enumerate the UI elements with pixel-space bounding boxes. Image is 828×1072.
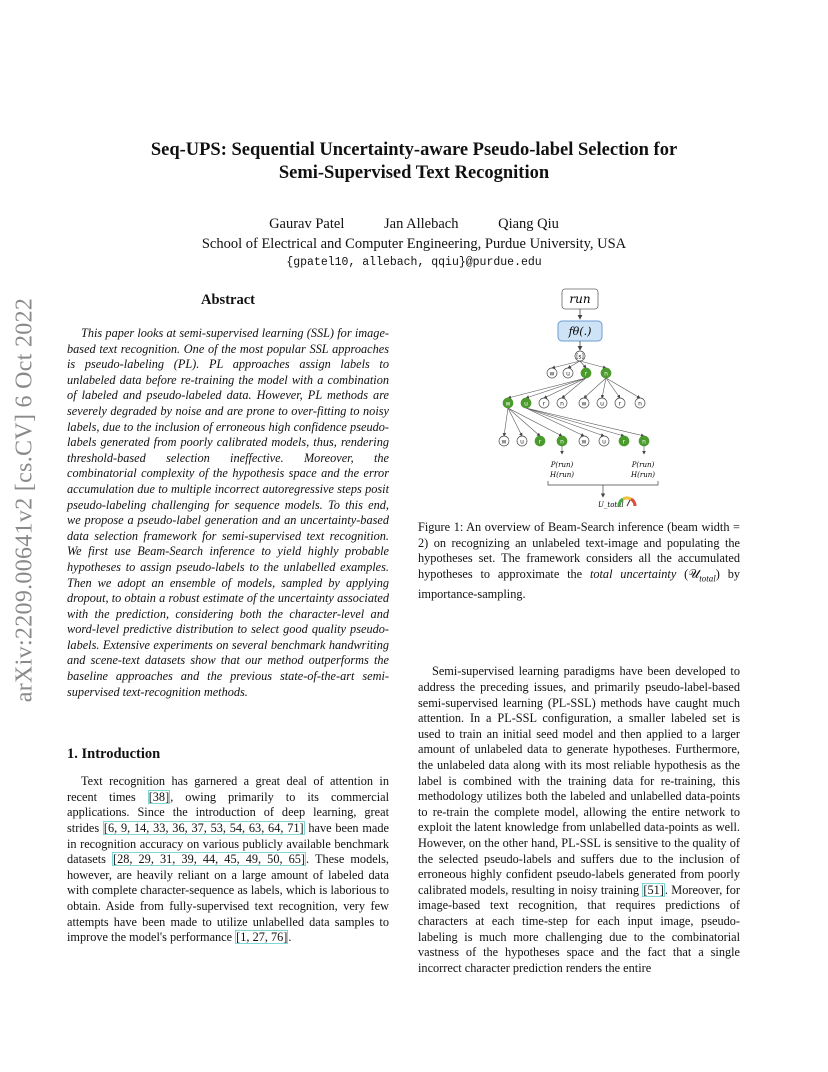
- introduction-heading: 1. Introduction: [67, 746, 161, 763]
- author-block: [60, 214, 768, 272]
- abstract-heading: Abstract: [201, 292, 255, 308]
- tree-node-label: u: [520, 438, 524, 446]
- tree-node-label: [s]: [576, 353, 584, 361]
- text-run: , owing primarily to its commercial applications. Since the introduction of deep learning, great strides: [67, 789, 389, 836]
- tree-node-label: r: [618, 400, 622, 408]
- tree-node-label: w: [581, 400, 587, 408]
- tree-node-label: w: [505, 400, 511, 408]
- tree-edge: [606, 378, 620, 398]
- text-run: total: [699, 573, 716, 584]
- beam-search-svg: [490, 287, 670, 512]
- tree-edge: [504, 408, 508, 436]
- uncertainty-label-right: H(run): [631, 471, 655, 479]
- tree-node-label: u: [600, 400, 604, 408]
- text-run: .: [288, 930, 292, 945]
- introduction-paragraph: [67, 774, 389, 946]
- model-label: fθ(.): [568, 325, 592, 338]
- citation-link[interactable]: [1, 27, 76]: [236, 930, 288, 945]
- tree-node-label: n: [638, 400, 642, 408]
- author-name: Qiang Qiu: [498, 216, 559, 232]
- tree-node-label: r: [538, 438, 542, 446]
- tree-node-label: n: [560, 438, 564, 446]
- title-line-1: Seq-UPS: Sequential Uncertainty-aware Pseudo-label Selection for: [150, 140, 678, 160]
- tree-edge: [580, 361, 606, 368]
- paper-title: [60, 139, 768, 185]
- author-name: Gaurav Patel: [269, 216, 345, 232]
- figure-1-beam-search-diagram: [490, 287, 670, 512]
- tree-node-label: w: [549, 370, 555, 378]
- text-run: ) by importance-sampling.: [418, 566, 740, 601]
- citation-link[interactable]: [28, 29, 31, 39, 44, 45, 49, 50, 65]: [113, 852, 306, 867]
- right-column: [418, 520, 740, 976]
- text-run: Figure 1: An overview of Beam-Search inference (beam width = 2) on recognizing an unlabeled text-image and populating the hypotheses set. The framework considers all the accumulated hypotheses to approximate the: [418, 520, 740, 581]
- tree-node-label: n: [560, 400, 564, 408]
- tree-node-label: w: [581, 438, 587, 446]
- abstract-text: This paper looks at semi-supervised learning (SSL) for image-based text recognition. One of the most popular SSL approaches is pseudo-labeling (PL). PL approaches assign labels to unlabeled data before re-training the model with a combination of labeled and pseudo-labeled data. However, PL methods are severely degraded by noise and are prone to over-fitting to noisy labels, due to the inclusion of erroneous high confidence pseudo-labels generated from poorly calibrated models, thus, rendering threshold-based selection ineffective. Moreover, the combinatorial complexity of the hypothesis space and the error accumulation due to multiple incorrect autoregressive steps posit pseudo-labeling challenging for sequence models. To this end, we propose a pseudo-label generation and an uncertainty-based data selection framework for semi-supervised text recognition. We first use Beam-Search inference to yield highly probable hypotheses to assign pseudo-labels to the unlabelled examples. Then we adopt an ensemble of models, sampled by applying dropout, to obtain a robust estimate of the uncertainty associated with the prediction, considering both the character-level and word-level predictive distribution to select good quality pseudo-labels. Extensive experiments on several benchmark handwriting and scene-text datasets show that our method outperforms the baseline approaches and the previous state-of-the-art semi-supervised text-recognition methods.: [67, 326, 389, 699]
- citation-link[interactable]: [51]: [643, 882, 664, 897]
- author-emails: {gpatel10, allebach, qqiu}@purdue.edu: [286, 256, 542, 269]
- hypothesis-tree: [499, 351, 649, 454]
- affiliation: School of Electrical and Computer Engineering, Purdue University, USA: [201, 236, 627, 252]
- prob-label-left: P(run): [550, 461, 574, 469]
- tree-node-label: n: [604, 370, 608, 378]
- tree-node-label: w: [501, 438, 507, 446]
- tree-edge: [552, 361, 580, 368]
- tree-node-label: u: [566, 370, 570, 378]
- tree-edge: [508, 408, 522, 436]
- figure-1-caption: [418, 520, 740, 602]
- text-run: Text recognition has garnered a great deal of attention in recent times: [67, 774, 389, 804]
- citation-link[interactable]: [6, 9, 14, 33, 36, 37, 53, 54, 63, 64, 71]: [103, 821, 304, 836]
- tree-node-label: r: [542, 400, 546, 408]
- author-name: Jan Allebach: [383, 216, 459, 232]
- tree-edge: [606, 378, 640, 398]
- author-names: [60, 214, 768, 234]
- text-run: (𝒰: [676, 566, 700, 581]
- title-line-2: Semi-Supervised Text Recognition: [278, 163, 550, 183]
- tree-edge: [526, 408, 604, 436]
- tree-node-label: u: [602, 438, 606, 446]
- citation-link[interactable]: [38]: [148, 789, 170, 804]
- uncertainty-label-left: H(run): [550, 471, 574, 479]
- text-run: have been made in recognition accuracy on various publicly available benchmark datasets: [67, 821, 389, 867]
- tree-node-label: r: [584, 370, 588, 378]
- tree-edge: [526, 378, 586, 398]
- tree-edge: [526, 408, 644, 436]
- left-column: [67, 290, 389, 946]
- input-word: run: [569, 292, 591, 306]
- tree-edge: [544, 378, 586, 398]
- aggregation-bracket: [548, 481, 658, 485]
- total-uncertainty-label: U_total: [598, 501, 624, 509]
- tree-edge: [568, 361, 580, 368]
- text-run: . These models, however, are heavily reliant on a large amount of labeled data with complete character-sequence as labels, which is laborious to obtain. Aside from fully-supervised text recognition, very few attempts have been made to utilize unlabelled data samples to improve the model's performance: [67, 852, 389, 945]
- text-run: total uncertainty: [589, 566, 677, 581]
- body-paragraph: [418, 664, 740, 976]
- text-run: Semi-supervised learning paradigms have been developed to address the preceding issues, and primarily pseudo-label-based semi-supervised learning (PL-SSL) methods have caught much attention. In a PL-SSL configuration, a smaller labeled set is used to train an initial seed model and then applied to a larger amount of unlabeled data to generate hypotheses. Furthermore, the unlabeled data along with its most reliable hypothesis as the label is combined with the training data for re-training, this methodology utilizes both the labeled and unlabelled data-points to re-train the complete model, allowing the entire network to exploit the latent knowledge from unlabelled data-points as well. However, on the other hand, PL-SSL is sensitive to the quality of the selected pseudo-labels and suffers due to the inclusion of erroneous highly confident pseudo-labels generated from poorly calibrated models, resulting in noisy training: [418, 664, 740, 897]
- arxiv-identifier: arXiv:2209.00641v2 [cs.CV] 6 Oct 2022: [11, 297, 38, 703]
- tree-node-label: u: [524, 400, 528, 408]
- prob-label-right: P(run): [631, 461, 655, 469]
- text-run: . Moreover, for image-based text recognition, that requires predictions of characters at each time-step for each input image, pseudo-labeling is much more challenging due to the combinatorial vastness of the hypotheses space and the fact that a single incorrect character prediction renders the entire: [418, 882, 740, 975]
- tree-node-label: n: [642, 438, 646, 446]
- tree-node-label: r: [622, 438, 626, 446]
